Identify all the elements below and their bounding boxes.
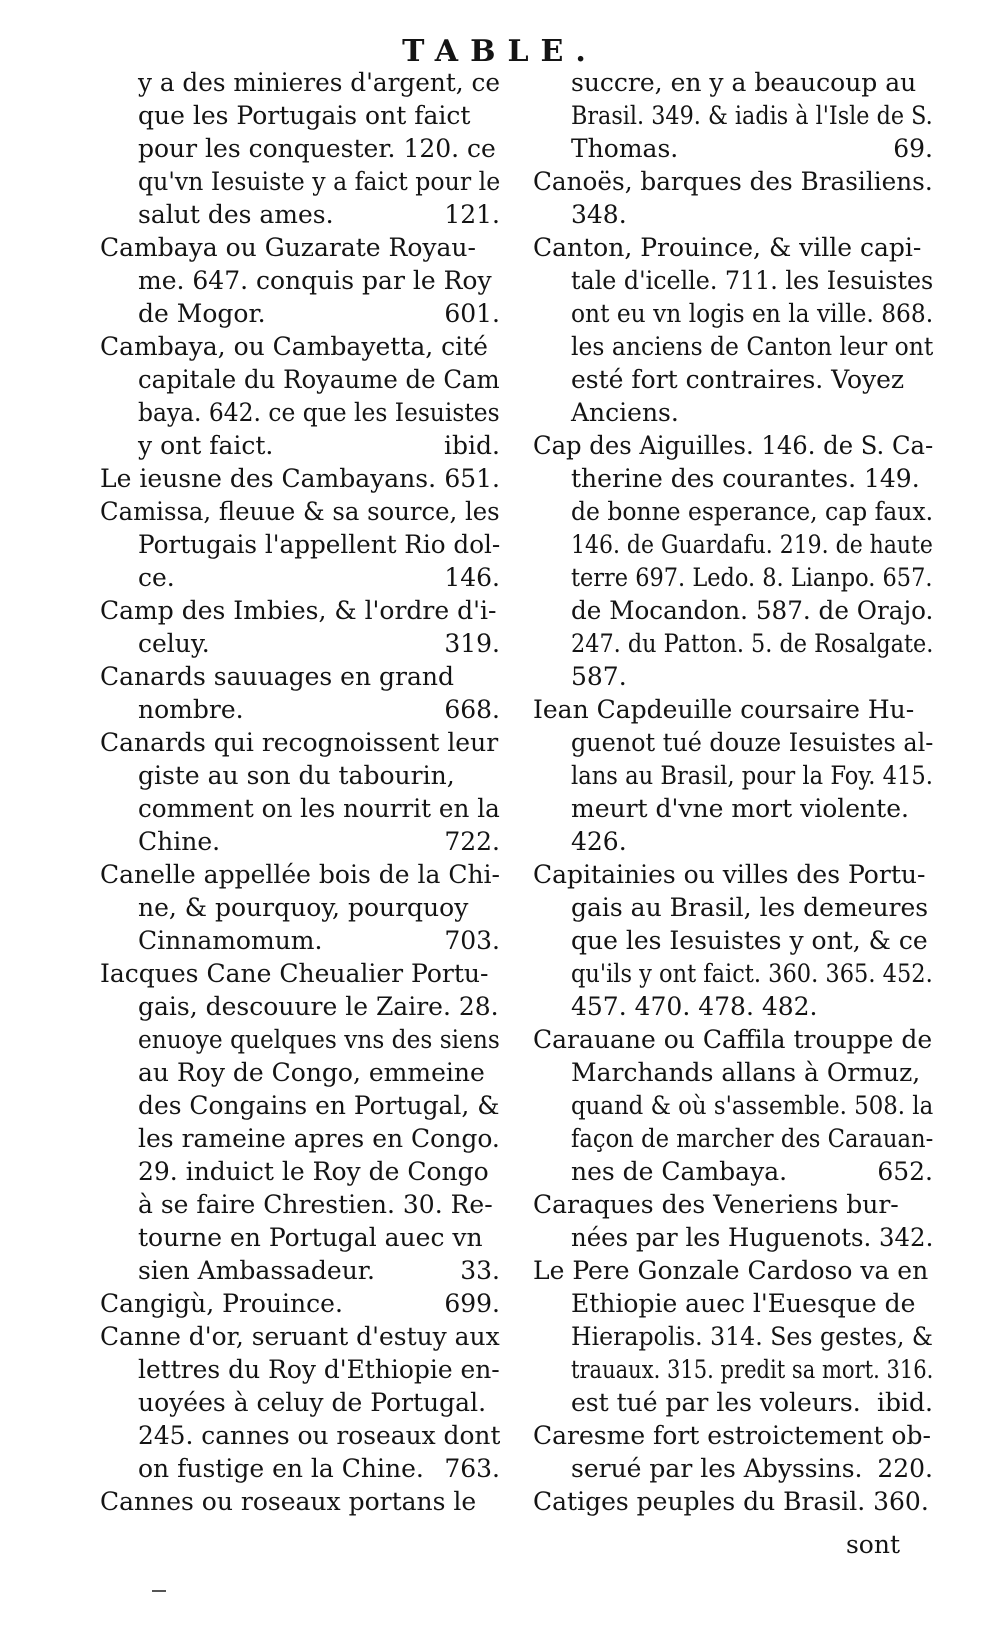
index-line-text: therine des courantes. 149. bbox=[571, 464, 920, 493]
index-line-text: 348. bbox=[571, 200, 627, 229]
page-reference: ibid. bbox=[877, 1388, 933, 1417]
index-line bbox=[533, 264, 933, 297]
index-line bbox=[100, 429, 500, 462]
index-line-text: Camp des Imbies, & l'ordre d'i- bbox=[100, 596, 497, 625]
index-line bbox=[533, 132, 933, 165]
index-line bbox=[100, 627, 500, 660]
index-line bbox=[100, 1155, 500, 1188]
index-line-text: ont eu vn logis en la ville. 868. bbox=[571, 299, 933, 328]
index-line bbox=[100, 1419, 500, 1452]
index-line-text: giste au son du tabourin, bbox=[138, 761, 455, 790]
index-line-text: nombre. bbox=[138, 695, 244, 724]
catchword: sont bbox=[845, 1530, 900, 1559]
index-line-text: Thomas. bbox=[571, 134, 679, 163]
index-line-text: qu'vn Iesuiste y a faict pour le bbox=[138, 167, 500, 196]
index-line bbox=[100, 858, 500, 891]
index-line-text: est tué par les voleurs. bbox=[571, 1388, 861, 1417]
index-line bbox=[533, 1122, 933, 1155]
index-line bbox=[100, 990, 500, 1023]
index-line-text: celuy. bbox=[138, 629, 210, 658]
index-line bbox=[533, 66, 933, 99]
index-line-text: des Congains en Portugal, & bbox=[138, 1091, 500, 1120]
index-line bbox=[100, 825, 500, 858]
index-line-text: trauaux. 315. predit sa mort. 316. bbox=[571, 1355, 933, 1384]
page-reference: 651. bbox=[444, 464, 500, 493]
index-line-text: Hierapolis. 314. Ses gestes, & bbox=[571, 1322, 933, 1351]
index-line bbox=[100, 132, 500, 165]
page-reference: 652. bbox=[877, 1157, 933, 1186]
index-line-text: lettres du Roy d'Ethiopie en- bbox=[138, 1355, 500, 1384]
index-line bbox=[533, 495, 933, 528]
index-line bbox=[100, 660, 500, 693]
index-line-text: y ont faict. bbox=[138, 431, 274, 460]
index-line-text: 146. de Guardafu. 219. de haute bbox=[571, 530, 933, 559]
index-line bbox=[533, 825, 933, 858]
index-line-text: enuoye quelques vns des siens bbox=[138, 1025, 500, 1054]
index-line bbox=[533, 594, 933, 627]
index-line bbox=[100, 363, 500, 396]
index-line bbox=[100, 1254, 500, 1287]
index-line-text: terre 697. Ledo. 8. Lianpo. 657. bbox=[571, 563, 933, 592]
ink-speck bbox=[152, 1590, 166, 1592]
index-line-text: Catiges peuples du Brasil. 360. bbox=[533, 1487, 929, 1516]
index-line-text: Canelle appellée bois de la Chi- bbox=[100, 860, 500, 889]
index-line-text: uoyées à celuy de Portugal. bbox=[138, 1388, 487, 1417]
index-line-text: lans au Brasil, pour la Foy. 415. bbox=[571, 761, 933, 790]
page-reference: 146. bbox=[444, 563, 500, 592]
index-line bbox=[533, 1188, 933, 1221]
index-line-text: gais, descouure le Zaire. 28. bbox=[138, 992, 499, 1021]
index-line-text: comment on les nourrit en la bbox=[138, 794, 500, 823]
index-line bbox=[100, 693, 500, 726]
index-line-text: ce. bbox=[138, 563, 175, 592]
index-line bbox=[100, 726, 500, 759]
index-line bbox=[100, 1221, 500, 1254]
index-line-text: Caresme fort estroictement ob- bbox=[533, 1421, 931, 1450]
index-line bbox=[100, 1089, 500, 1122]
index-line bbox=[533, 1023, 933, 1056]
index-line-text: nes de Cambaya. bbox=[571, 1157, 788, 1186]
index-line bbox=[533, 759, 933, 792]
index-line-text: Canton, Prouince, & ville capi- bbox=[533, 233, 922, 262]
running-head: TABLE. bbox=[402, 34, 598, 69]
index-line bbox=[533, 462, 933, 495]
index-line bbox=[533, 792, 933, 825]
index-line bbox=[533, 924, 933, 957]
index-line bbox=[533, 726, 933, 759]
page-reference: 33. bbox=[460, 1256, 500, 1285]
index-line-text: façon de marcher des Carauan- bbox=[571, 1124, 933, 1153]
index-line-text: Canne d'or, seruant d'estuy aux bbox=[100, 1322, 500, 1351]
index-line-text: gais au Brasil, les demeures bbox=[571, 893, 929, 922]
page-reference: ibid. bbox=[444, 431, 500, 460]
index-line bbox=[533, 528, 933, 561]
index-line-text: y a des minieres d'argent, ce bbox=[138, 68, 500, 97]
index-line bbox=[533, 1089, 933, 1122]
index-line-text: 29. induict le Roy de Congo bbox=[138, 1157, 489, 1186]
index-line bbox=[533, 1254, 933, 1287]
page-reference: 699. bbox=[444, 1289, 500, 1318]
index-line bbox=[100, 1353, 500, 1386]
index-line-text: 245. cannes ou roseaux dont bbox=[138, 1421, 500, 1450]
index-line bbox=[533, 1419, 933, 1452]
index-line-text: à se faire Chrestien. 30. Re- bbox=[138, 1190, 493, 1219]
index-line-text: Iacques Cane Cheualier Portu- bbox=[100, 959, 489, 988]
index-line bbox=[533, 660, 933, 693]
index-line bbox=[100, 1452, 500, 1485]
index-line bbox=[533, 891, 933, 924]
index-line-text: Cinnamomum. bbox=[138, 926, 323, 955]
index-line bbox=[533, 1287, 933, 1320]
page-reference: 121. bbox=[444, 200, 500, 229]
index-line-text: Cangigù, Prouince. bbox=[100, 1289, 343, 1318]
page-reference: 220. bbox=[877, 1454, 933, 1483]
index-line bbox=[533, 990, 933, 1023]
index-line-text: que les Iesuistes y ont, & ce bbox=[571, 926, 928, 955]
index-line bbox=[533, 561, 933, 594]
index-line-text: Canoës, barques des Brasiliens. bbox=[533, 167, 933, 196]
index-line bbox=[100, 297, 500, 330]
index-line-text: Capitainies ou villes des Portu- bbox=[533, 860, 926, 889]
index-line-text: me. 647. conquis par le Roy bbox=[138, 266, 492, 295]
page-reference: 703. bbox=[444, 926, 500, 955]
index-line-text: Iean Capdeuille coursaire Hu- bbox=[533, 695, 915, 724]
index-line bbox=[533, 693, 933, 726]
index-line-text: Portugais l'appellent Rio dol- bbox=[138, 530, 500, 559]
index-line-text: tourne en Portugal auec vn bbox=[138, 1223, 483, 1252]
index-line bbox=[533, 1320, 933, 1353]
index-column-left bbox=[100, 66, 500, 1518]
index-line bbox=[533, 429, 933, 462]
index-line-text: Le Pere Gonzale Cardoso va en bbox=[533, 1256, 929, 1285]
index-line bbox=[533, 396, 933, 429]
index-line-text: 426. bbox=[571, 827, 627, 856]
index-line bbox=[100, 66, 500, 99]
index-line bbox=[100, 924, 500, 957]
page-reference: 601. bbox=[444, 299, 500, 328]
index-line bbox=[100, 1188, 500, 1221]
index-line-text: de Mogor. bbox=[138, 299, 266, 328]
index-line bbox=[533, 198, 933, 231]
index-line-text: de Mocandon. 587. de Orajo. bbox=[571, 596, 933, 625]
index-line-text: ne, & pourquoy, pourquoy bbox=[138, 893, 469, 922]
index-line-text: Cannes ou roseaux portans le bbox=[100, 1487, 477, 1516]
index-line-text: que les Portugais ont faict bbox=[138, 101, 471, 130]
index-line bbox=[100, 1485, 500, 1518]
index-line bbox=[100, 792, 500, 825]
index-line-text: Brasil. 349. & iadis à l'Isle de S. bbox=[571, 101, 933, 130]
index-line-text: 247. du Patton. 5. de Rosalgate. bbox=[571, 629, 933, 658]
index-line-text: pour les conquester. 120. ce bbox=[138, 134, 496, 163]
page-reference: 69. bbox=[893, 134, 933, 163]
index-line bbox=[100, 1287, 500, 1320]
index-line bbox=[533, 1386, 933, 1419]
index-line bbox=[533, 1452, 933, 1485]
index-column-right bbox=[533, 66, 933, 1518]
index-line bbox=[100, 1386, 500, 1419]
index-line-text: qu'ils y ont faict. 360. 365. 452. bbox=[571, 959, 933, 988]
index-line-text: quand & où s'assemble. 508. la bbox=[571, 1091, 933, 1120]
index-line bbox=[100, 396, 500, 429]
index-line bbox=[533, 1056, 933, 1089]
index-line bbox=[533, 165, 933, 198]
index-line bbox=[100, 264, 500, 297]
page-reference: 763. bbox=[444, 1454, 500, 1483]
index-line-text: 457. 470. 478. 482. bbox=[571, 992, 818, 1021]
index-line bbox=[100, 957, 500, 990]
index-line bbox=[100, 462, 500, 495]
index-line-text: esté fort contraires. Voyez bbox=[571, 365, 905, 394]
index-line-text: Caraques des Veneriens bur- bbox=[533, 1190, 899, 1219]
index-line bbox=[533, 297, 933, 330]
index-line-text: Ethiopie auec l'Euesque de bbox=[571, 1289, 916, 1318]
index-line bbox=[533, 330, 933, 363]
index-line-text: Canards sauuages en grand bbox=[100, 662, 454, 691]
index-line bbox=[100, 1023, 500, 1056]
index-line-text: Canards qui recognoissent leur bbox=[100, 728, 499, 757]
index-line bbox=[100, 1056, 500, 1089]
index-line bbox=[100, 561, 500, 594]
index-line-text: sien Ambassadeur. bbox=[138, 1256, 375, 1285]
index-line-text: on fustige en la Chine. bbox=[138, 1454, 424, 1483]
index-line-text: capitale du Royaume de Cam bbox=[138, 365, 500, 394]
index-line-text: serué par les Abyssins. bbox=[571, 1454, 863, 1483]
index-line-text: succre, en y a beaucoup au bbox=[571, 68, 917, 97]
index-line-text: salut des ames. bbox=[138, 200, 334, 229]
page-reference: 668. bbox=[444, 695, 500, 724]
index-line-text: Chine. bbox=[138, 827, 221, 856]
index-line bbox=[533, 627, 933, 660]
index-line bbox=[533, 1155, 933, 1188]
index-line bbox=[100, 528, 500, 561]
index-line-text: 587. bbox=[571, 662, 627, 691]
index-line bbox=[533, 1353, 933, 1386]
index-line-text: les anciens de Canton leur ont bbox=[571, 332, 933, 361]
index-line bbox=[100, 165, 500, 198]
index-line bbox=[533, 1221, 933, 1254]
index-line-text: guenot tué douze Iesuistes al- bbox=[571, 728, 933, 757]
index-line bbox=[100, 891, 500, 924]
index-line bbox=[100, 231, 500, 264]
index-line-text: Marchands allans à Ormuz, bbox=[571, 1058, 921, 1087]
index-line bbox=[100, 495, 500, 528]
index-line-text: nées par les Huguenots. 342. bbox=[571, 1223, 933, 1252]
page-reference: 319. bbox=[444, 629, 500, 658]
index-line bbox=[533, 99, 933, 132]
index-line bbox=[100, 1122, 500, 1155]
index-line-text: les rameine apres en Congo. bbox=[138, 1124, 500, 1153]
index-line bbox=[100, 594, 500, 627]
index-line-text: de bonne esperance, cap faux. bbox=[571, 497, 933, 526]
index-line-text: au Roy de Congo, emmeine bbox=[138, 1058, 485, 1087]
index-line-text: Carauane ou Caffila trouppe de bbox=[533, 1025, 933, 1054]
index-line-text: meurt d'vne mort violente. bbox=[571, 794, 909, 823]
index-line-text: tale d'icelle. 711. les Iesuistes bbox=[571, 266, 933, 295]
index-line bbox=[100, 330, 500, 363]
index-line-text: Camissa, fleuue & sa source, les bbox=[100, 497, 500, 526]
index-line-text: Cambaya, ou Cambayetta, cité bbox=[100, 332, 488, 361]
index-line bbox=[100, 759, 500, 792]
index-line bbox=[100, 1320, 500, 1353]
index-line bbox=[100, 99, 500, 132]
index-line-text: baya. 642. ce que les Iesuistes bbox=[138, 398, 500, 427]
index-line-text: Cap des Aiguilles. 146. de S. Ca- bbox=[533, 431, 933, 460]
index-line bbox=[533, 957, 933, 990]
index-line bbox=[533, 231, 933, 264]
index-line bbox=[533, 363, 933, 396]
index-line-text: Cambaya ou Guzarate Royau- bbox=[100, 233, 476, 262]
index-line bbox=[100, 198, 500, 231]
index-line bbox=[533, 858, 933, 891]
page-reference: 722. bbox=[444, 827, 500, 856]
index-line-text: Anciens. bbox=[571, 398, 679, 427]
index-line-text: Le ieusne des Cambayans. bbox=[100, 464, 437, 493]
index-line bbox=[533, 1485, 933, 1518]
